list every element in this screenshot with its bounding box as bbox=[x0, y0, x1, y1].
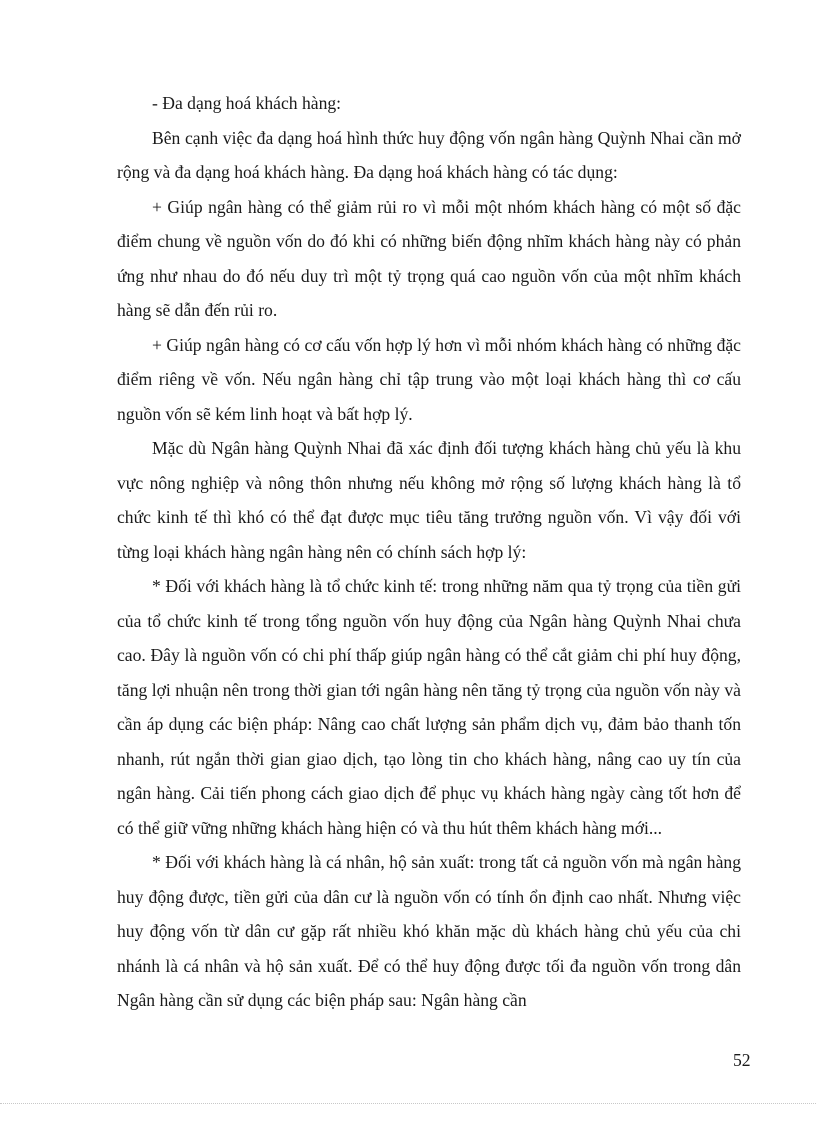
paragraph-intro: Bên cạnh việc đa dạng hoá hình thức huy động vốn ngân hàng Quỳnh Nhai cần mở rộng và đa dạng hoá khách hàng. Đa dạng hoá khách hàng có tác dụng: bbox=[117, 127, 741, 182]
page-number: 52 bbox=[733, 1050, 751, 1070]
paragraph-target-customers: Mặc dù Ngân hàng Quỳnh Nhai đã xác định đối tượng khách hàng chủ yếu là khu vực nông nghiệp và nông thôn nhưng nếu không mở rộng số lượng khách hàng là tổ chức kinh tế thì khó có thể đạt được mục tiêu tăng trưởng nguồn vốn. Vì vậy đối với từng loại khách hàng ngân hàng nên có chính sách hợp lý: bbox=[117, 438, 741, 562]
paragraph-individuals-households: * Đối với khách hàng là cá nhân, hộ sản xuất: trong tất cả nguồn vốn mà ngân hàng huy động được, tiền gửi của dân cư là nguồn vốn có tính ổn định cao nhất. Nhưng việc huy động vốn từ dân cư gặp rất nhiều khó khăn mặc dù khách hàng chủ yếu của chi nhánh là cá nhân và hộ sản xuất. Để có thể huy động được tối đa nguồn vốn trong dân Ngân hàng cần sử dụng các biện pháp sau: Ngân hàng cần bbox=[117, 852, 741, 1010]
paragraph-capital-structure: + Giúp ngân hàng có cơ cấu vốn hợp lý hơn vì mỗi nhóm khách hàng có những đặc điểm riêng về vốn. Nếu ngân hàng chỉ tập trung vào một loại khách hàng thì cơ cấu nguồn vốn sẽ kém linh hoạt và bất hợp lý. bbox=[117, 334, 741, 424]
paragraph-economic-organizations: * Đối với khách hàng là tổ chức kinh tế: trong những năm qua tỷ trọng của tiền gửi của tổ chức kinh tế trong tổng nguồn vốn huy động của Ngân hàng Quỳnh Nhai chưa cao. Đây là nguồn vốn có chi phí thấp giúp ngân hàng có thể cắt giảm chi phí huy động, tăng lợi nhuận nên trong thời gian tới ngân hàng nên tăng tỷ trọng của nguồn vốn này và cần áp dụng các biện pháp: Nâng cao chất lượng sản phẩm dịch vụ, đảm bảo thanh tốn nhanh, rút ngắn thời gian giao dịch, tạo lòng tin cho khách hàng, nâng cao uy tín của ngân hàng. Cải tiến phong cách giao dịch để phục vụ khách hàng ngày càng tốt hơn để có thể giữ vững những khách hàng hiện có và thu hút thêm khách hàng mới... bbox=[117, 576, 741, 838]
paragraph-heading-diversify-customers: - Đa dạng hoá khách hàng: bbox=[152, 93, 342, 113]
bottom-divider bbox=[0, 1103, 816, 1104]
body-text bbox=[117, 86, 741, 1018]
paragraph-risk-reduction: + Giúp ngân hàng có thể giảm rủi ro vì mỗi một nhóm khách hàng có một số đặc điểm chung về nguồn vốn do đó khi có những biến động nhĩm khách hàng này có phản ứng như nhau do đó nếu duy trì một tỷ trọng quá cao nguồn vốn của một nhĩm khách hàng sẽ dẫn đến rủi ro. bbox=[117, 196, 741, 320]
